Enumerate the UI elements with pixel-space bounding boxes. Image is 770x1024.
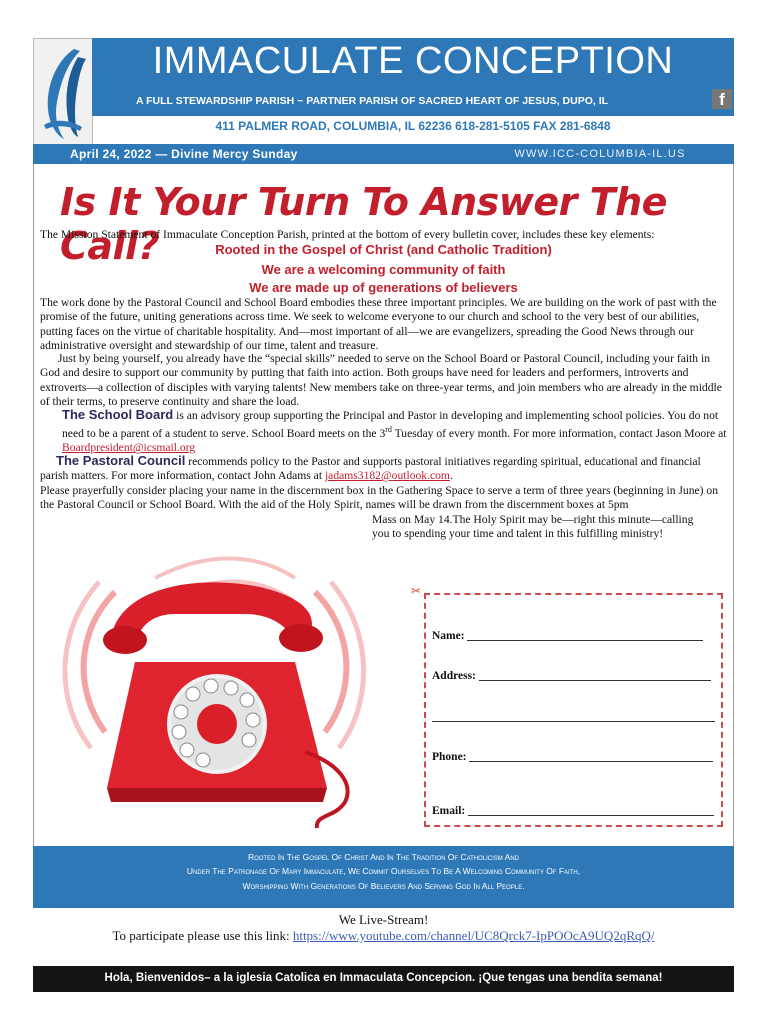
red-telephone-icon — [55, 552, 375, 830]
mission-line: Under The Patronage Of Mary Immaculate, We Commit Ourselves To Be A Welcoming Community Of Faith, — [186, 866, 581, 876]
punctuation: . — [449, 469, 453, 483]
livestream-row — [33, 928, 734, 944]
phone-field[interactable] — [432, 751, 717, 763]
email-label: Email: — [432, 805, 466, 817]
school-board-text: is an advisory group supporting the Principal and Pastor in developing and implementing school policies. You do not need to be a parent of a student to serve. School Board meets on the 3 — [62, 409, 719, 441]
parish-title: IMMACULATE CONCEPTION — [152, 40, 674, 82]
phone-line — [469, 761, 713, 762]
address-line-2[interactable] — [432, 721, 715, 722]
address-label: Address: — [432, 670, 476, 682]
school-board-text: Tuesday of every month. For more information, contact Jason Moore at — [391, 427, 727, 441]
body-paragraph: The work done by the Pastoral Council and School Board embodies these three important principles. We are building on the work of past with the promise of the future, uniting generations across time. We seek to welcome everyone to our church and school to the very best of our abilities, putting faces on the virtue of charitable hospitality. And—most important of all—we are evangelizers, spreading the Good News through our administrative oversight and stewardship of our time, talent and treasure. — [40, 296, 717, 352]
address-line — [479, 680, 711, 681]
pastoral-council-paragraph — [40, 454, 730, 484]
school-board-heading: The School Board — [62, 407, 174, 422]
school-board-email-link[interactable]: Boardpresident@icsmail.org — [62, 441, 196, 455]
pastoral-council-heading: The Pastoral Council — [56, 453, 186, 468]
school-board-paragraph — [62, 408, 730, 456]
livestream-prompt: To participate please use this link: — [112, 928, 293, 943]
livestream-link[interactable]: https://www.youtube.com/channel/UC8Qrck7-IpPOOcA9UQ2qRqQ/ — [292, 928, 655, 943]
parish-address: 411 PALMER ROAD, COLUMBIA, IL 62236 618-281-5105 FAX 281-6848 — [215, 119, 611, 133]
parish-logo-icon — [33, 38, 93, 148]
mission-line: Worshipping With Generations Of Believers And Serving God In All People. — [242, 881, 525, 891]
name-line — [467, 640, 703, 641]
name-label: Name: — [432, 630, 465, 642]
livestream-title: We Live-Stream! — [338, 912, 429, 927]
parish-website[interactable]: WWW.ICC-COLUMBIA-IL.US — [514, 148, 686, 160]
parish-subtitle: A FULL STEWARDSHIP PARISH ~ PARTNER PARISH OF SACRED HEART OF JESUS, DUPO, IL — [135, 95, 609, 107]
signup-form — [424, 593, 723, 827]
email-line — [468, 815, 714, 816]
principle-gospel: Rooted in the Gospel of Christ (and Catholic Tradition) — [215, 242, 552, 257]
address-field[interactable] — [432, 670, 717, 682]
name-field[interactable] — [432, 630, 717, 642]
mission-line: Rooted In The Gospel Of Christ And In The Tradition Of Catholicism And — [247, 852, 520, 862]
closing-text: you to spending your time and talent in this fulfilling ministry! — [372, 526, 664, 540]
email-field[interactable] — [432, 805, 717, 817]
body-paragraph: Just by being yourself, you already have the “special skills” needed to serve on the School Board or Pastoral Council, including your faith in God and desire to support our community by putting that faith into action. Both groups have need for leaders and performers, introverts and extroverts—a collection of disciples with varying talents! New members take on three-year terms, and join members who are already in the middle of their terms, to preserve continuity and share the load. — [40, 352, 722, 408]
scissors-icon: ✂ — [411, 584, 422, 598]
facebook-glyph: f — [719, 90, 725, 109]
phone-label: Phone: — [432, 751, 467, 763]
closing-paragraph — [40, 484, 730, 541]
pastoral-council-email-link[interactable]: jadams3182@outlook.com — [324, 469, 450, 483]
closing-text: Mass on May 14.The Holy Spirit may be—right this minute—calling — [372, 512, 694, 526]
closing-text: Please prayerfully consider placing your name in the discernment box in the Gathering Space to serve a term of three years (beginning in June) on the Pastoral Council or School Board. With the aid of the Holy Spirit, names will be drawn from the discernment boxes at 5pm — [40, 484, 719, 512]
footer-greeting: Hola, Bienvenidos– a la iglesia Catolica en Immaculata Concepcion. ¡Que tengas una bendita semana! — [104, 972, 663, 984]
article-headline: Is It Your Turn To Answer The Call? — [60, 180, 667, 268]
principle-welcoming: We are a welcoming community of faith — [261, 262, 506, 277]
intro-paragraph: The Mission Statement of Immaculate Conception Parish, printed at the bottom of every bulletin cover, includes these key elements: — [40, 228, 655, 241]
bulletin-date: April 24, 2022 — Divine Mercy Sunday — [70, 147, 298, 161]
pastoral-council-text: recommends policy to the Pastor and supports pastoral initiatives regarding spiritual, educational and financial parish matters. For more information, contact John Adams at — [40, 455, 701, 483]
ordinal-suffix: rd — [385, 425, 392, 435]
facebook-icon[interactable] — [712, 89, 732, 109]
principle-generations: We are made up of generations of believers — [249, 280, 518, 295]
